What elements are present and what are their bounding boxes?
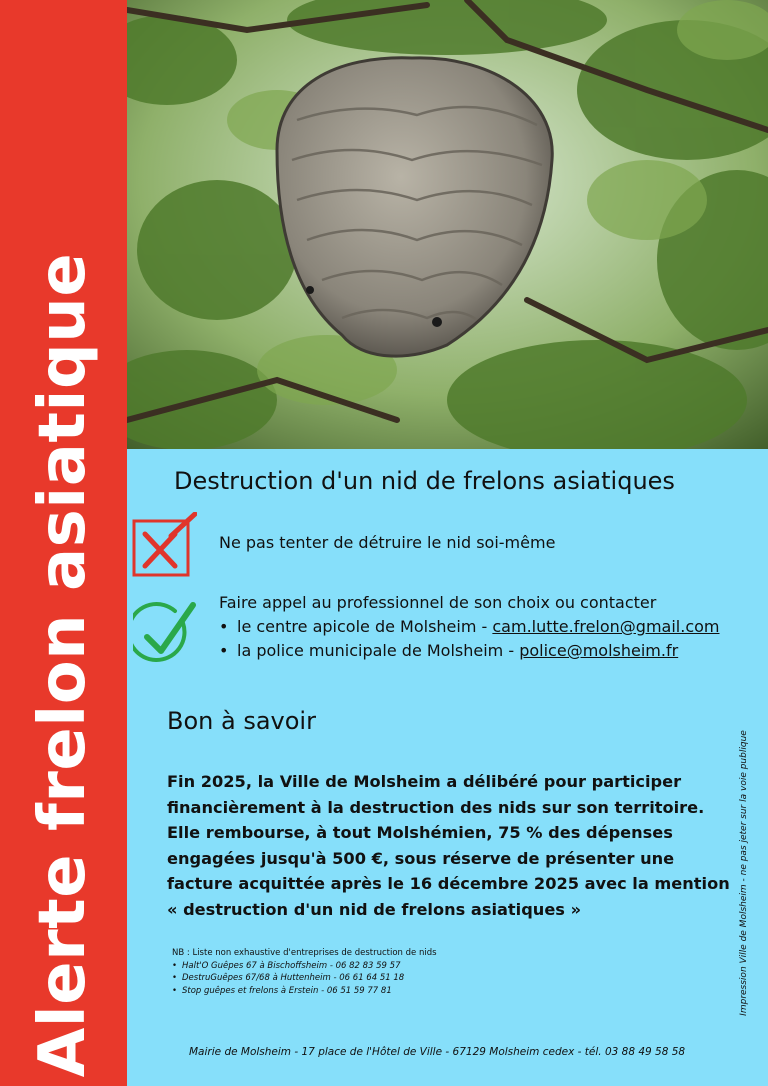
- print-notice: Impression Ville de Molsheim - ne pas jeter sur la voie publique: [739, 730, 749, 1016]
- company-list: [172, 960, 437, 998]
- do-rule-intro: Faire appel au professionnel de son choix ou contacter: [219, 593, 657, 612]
- hornet-nest-photo: [127, 0, 768, 449]
- body-line: engagées jusqu'à 500 €, sous réserve de présenter une: [167, 848, 675, 868]
- contact-label: le centre apicole de Molsheim -: [237, 617, 493, 636]
- nb-title: NB : Liste non exhaustive d'entreprises de destruction de nids: [172, 948, 437, 958]
- company-item: • Stop guêpes et frelons à Erstein - 06 51 59 77 81: [172, 985, 437, 998]
- nb-list: [172, 947, 437, 997]
- email-link-police[interactable]: police@molsheim.fr: [519, 641, 679, 660]
- company-item: • Halt'O Guêpes 67 à Bischoffsheim - 06 82 83 59 57: [172, 960, 437, 973]
- good-to-know-body: [167, 769, 730, 923]
- body-line: Elle rembourse, à tout Molshémien, 75 % des dépenses: [167, 823, 673, 843]
- email-link-cam[interactable]: cam.lutte.frelon@gmail.com: [492, 617, 720, 636]
- contact-item: [219, 615, 719, 639]
- info-panel: [127, 449, 768, 1086]
- company-item: • DestruGuêpes 67/68 à Huttenheim - 06 61 64 51 18: [172, 972, 437, 985]
- body-line: « destruction d'un nid de frelons asiatiques »: [167, 899, 582, 919]
- contact-list: [219, 615, 719, 663]
- checkmark-icon: [133, 599, 197, 669]
- contact-item: [219, 639, 719, 663]
- page-title: Destruction d'un nid de frelons asiatiques: [174, 467, 675, 495]
- sidebar-title: Alerte frelon asiatique: [26, 252, 100, 1078]
- sidebar-banner: [0, 0, 127, 1086]
- footer-address: Mairie de Molsheim - 17 place de l'Hôtel de Ville - 67129 Molsheim cedex - tél. 03 88 49 58 58: [189, 1046, 686, 1058]
- cross-icon: [131, 512, 197, 578]
- body-line: facture acquittée après le 16 décembre 2025 avec la mention: [167, 874, 730, 894]
- do-rule-block: [219, 591, 719, 663]
- good-to-know-title: Bon à savoir: [167, 707, 316, 735]
- contact-label: la police municipale de Molsheim -: [237, 641, 520, 660]
- body-line: Fin 2025, la Ville de Molsheim a délibéré pour participer: [167, 772, 682, 791]
- body-line: financièrement à la destruction des nids sur son territoire.: [167, 797, 705, 817]
- dont-rule-text: Ne pas tenter de détruire le nid soi-même: [219, 533, 556, 552]
